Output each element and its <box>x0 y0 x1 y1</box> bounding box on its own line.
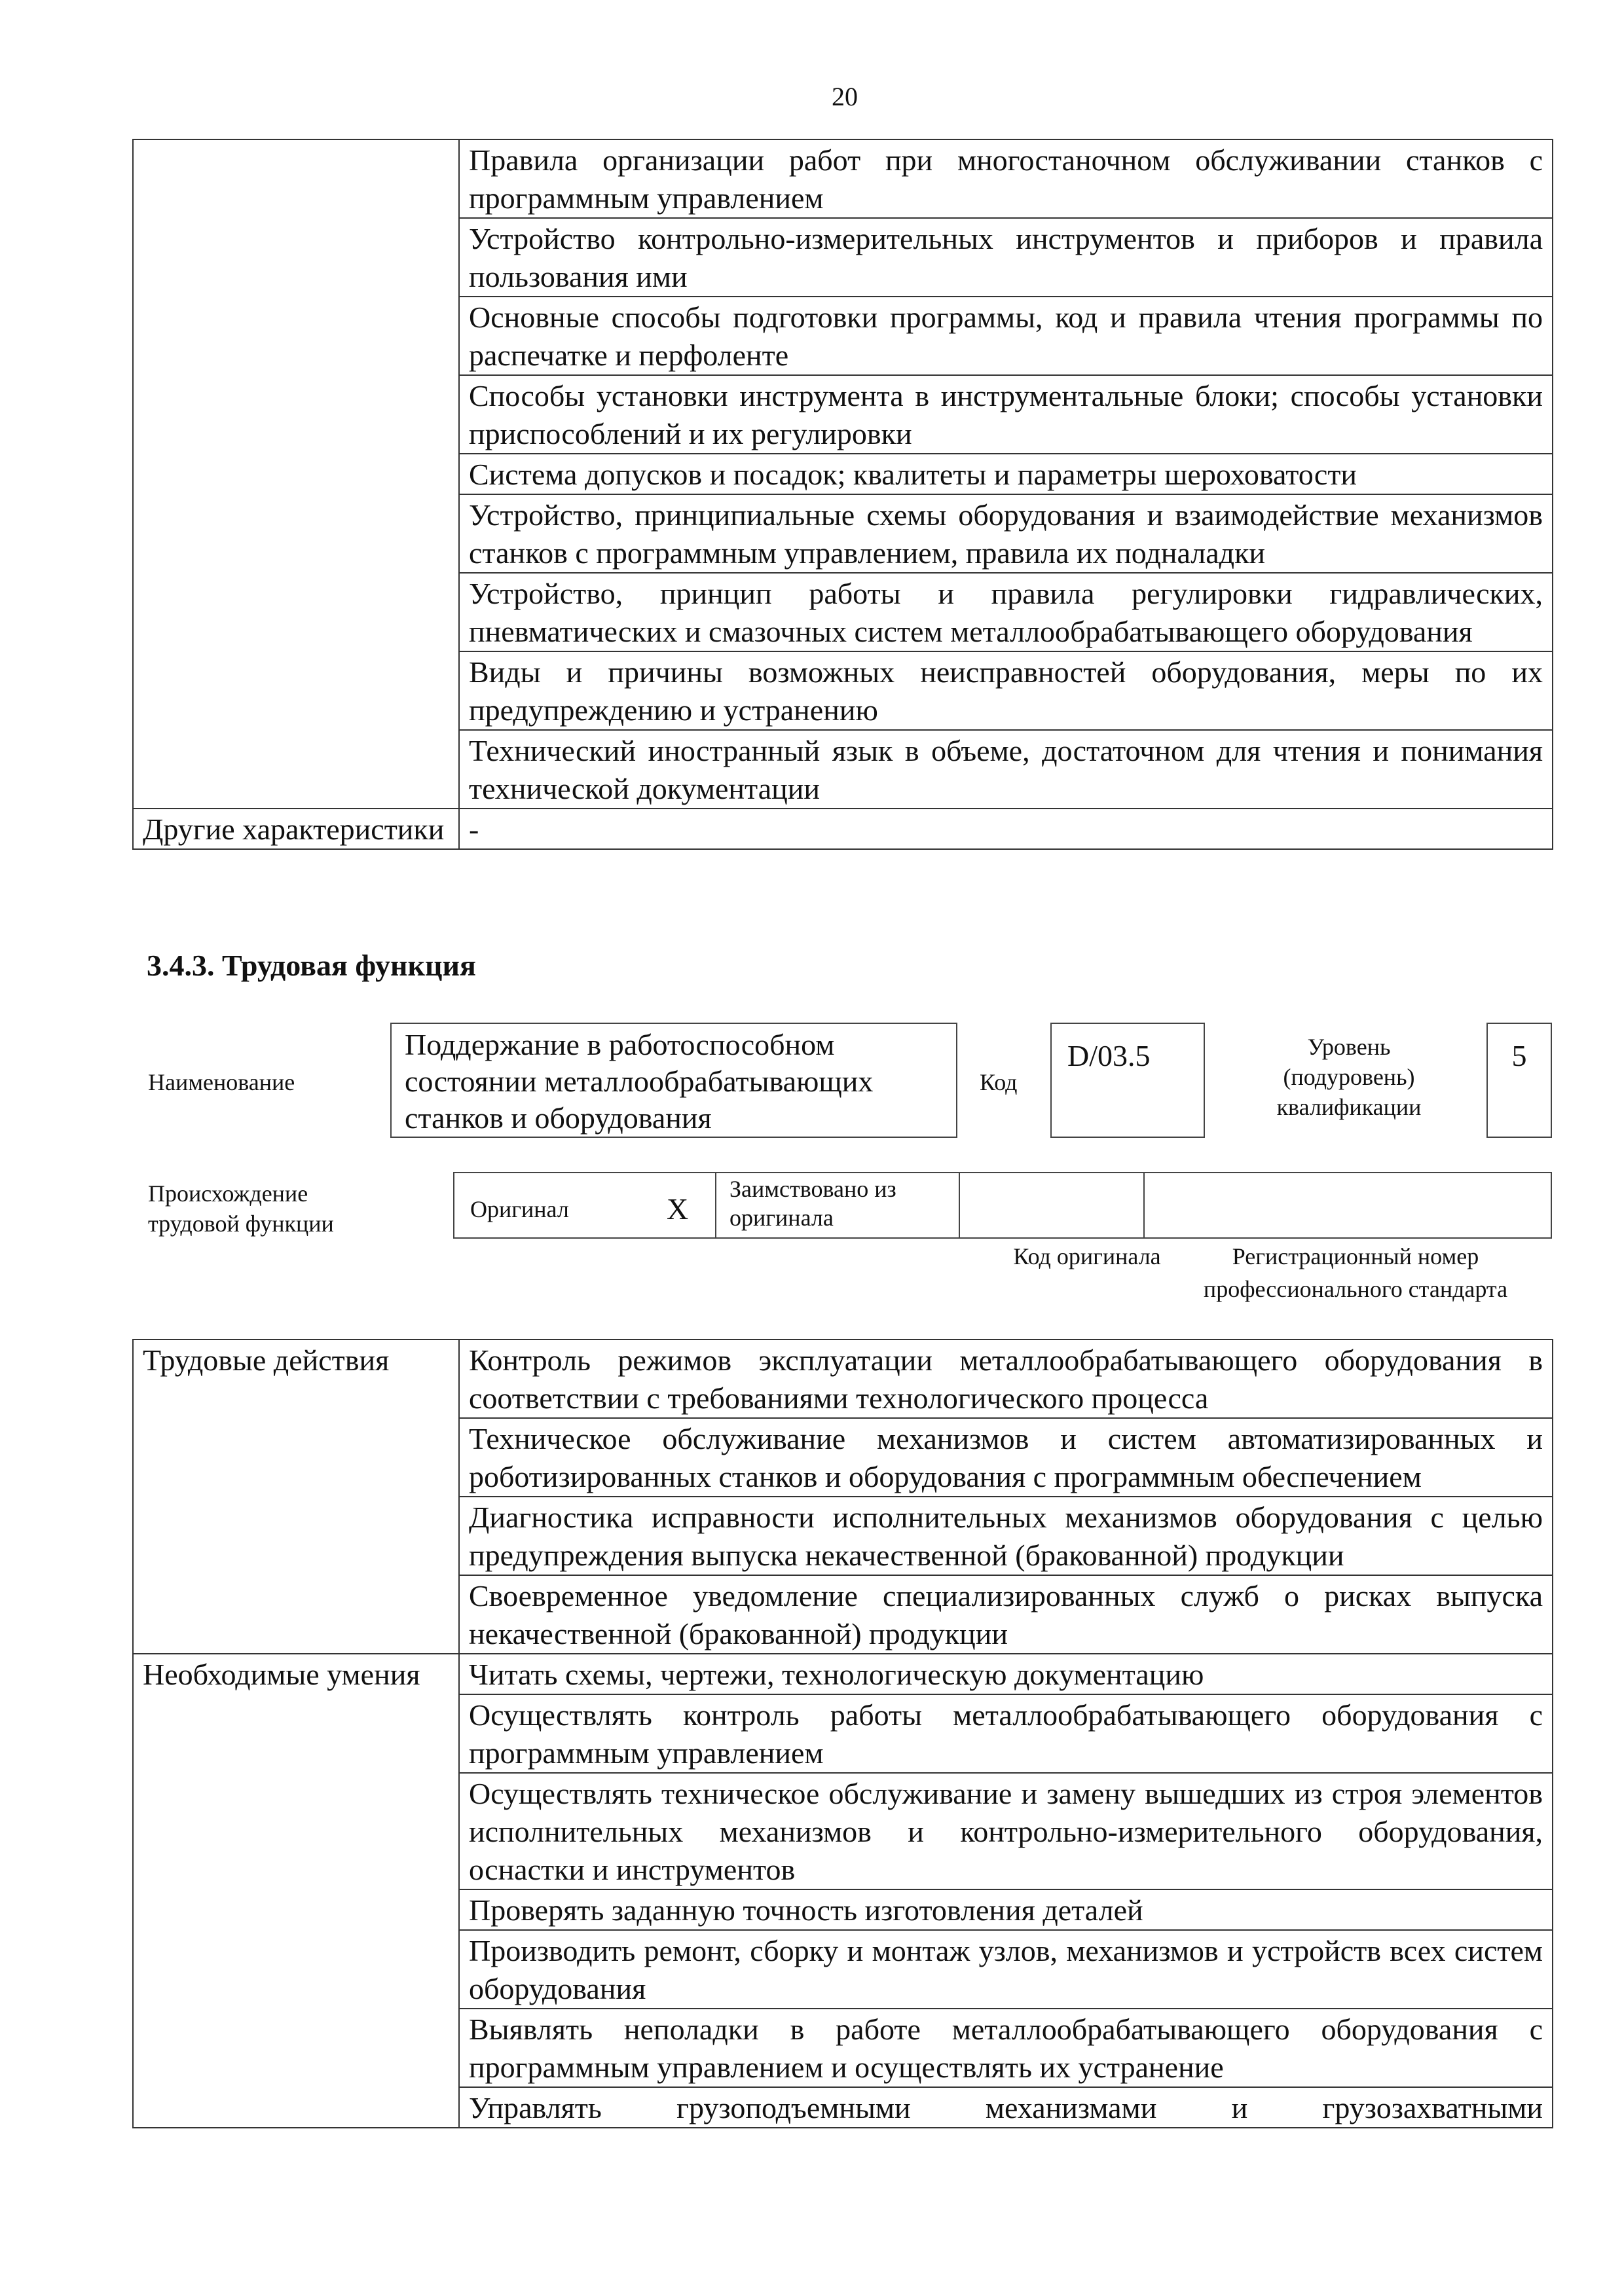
origin-divider <box>715 1173 716 1237</box>
level-label: Уровень (подуровень) квалификации <box>1276 1034 1422 1120</box>
skill-item: Проверять заданную точность изготовления деталей <box>459 1889 1553 1930</box>
knowledge-item: Устройство контрольно-измерительных инструментов и приборов и правила пользования ими <box>459 218 1553 297</box>
origin-label: Происхождение трудовой функции <box>148 1180 334 1237</box>
code-value-box: D/03.5 <box>1050 1023 1205 1138</box>
other-characteristics-value: - <box>459 809 1553 849</box>
skill-item: Управлять грузоподъемными механизмами и грузозахватными <box>459 2087 1553 2128</box>
name-label: Наименование <box>148 1069 295 1095</box>
skill-item: Осуществлять техническое обслуживание и замену вышедших из строя элементов исполнительных механизмов и контрольно-измерительного оборудования, оснастки и инструментов <box>459 1773 1553 1889</box>
knowledge-label-cell <box>133 139 459 809</box>
knowledge-item: Правила организации работ при многостаночном обслуживании станков с программным управлением <box>459 139 1553 218</box>
knowledge-item: Способы установки инструмента в инструментальные блоки; способы установки приспособлений и их регулировки <box>459 375 1553 454</box>
action-item: Диагностика исправности исполнительных механизмов оборудования с целью предупреждения выпуска некачественной (бракованной) продукции <box>459 1497 1553 1575</box>
knowledge-item: Устройство, принцип работы и правила регулировки гидравлических, пневматических и смазочных систем металлообрабатывающего оборудования <box>459 573 1553 651</box>
skill-item: Осуществлять контроль работы металлообрабатывающего оборудования с программным управлением <box>459 1694 1553 1773</box>
skill-item: Читать схемы, чертежи, технологическую документацию <box>459 1654 1553 1694</box>
origin-divider <box>959 1173 960 1237</box>
origin-box <box>453 1172 1552 1239</box>
function-table <box>132 1339 1553 2128</box>
function-name-box: Поддержание в работоспособном состоянии металлообрабатывающих станков и оборудования <box>390 1023 957 1138</box>
original-mark: X <box>667 1192 689 1226</box>
section-title: 3.4.3. Трудовая функция <box>147 949 476 982</box>
action-item: Своевременное уведомление специализированных служб о рисках выпуска некачественной (бракованной) продукции <box>459 1575 1553 1654</box>
knowledge-item: Система допусков и посадок; квалитеты и параметры шероховатости <box>459 454 1553 494</box>
original-label: Оригинал <box>470 1196 569 1222</box>
skills-label: Необходимые умения <box>133 1654 459 2128</box>
knowledge-table <box>132 139 1553 850</box>
skill-item: Производить ремонт, сборку и монтаж узлов, механизмов и устройств всех систем оборудования <box>459 1930 1553 2009</box>
other-characteristics-label: Другие характеристики <box>133 809 459 849</box>
code-original-caption: Код оригинала <box>1013 1243 1161 1269</box>
action-item: Техническое обслуживание механизмов и систем автоматизированных и роботизированных станков и оборудования с программным обеспечением <box>459 1418 1553 1497</box>
skill-item: Выявлять неполадки в работе металлообрабатывающего оборудования с программным управлением и осуществлять их устранение <box>459 2009 1553 2087</box>
page-number: 20 <box>832 82 858 111</box>
knowledge-item: Основные способы подготовки программы, код и правила чтения программы по распечатке и перфоленте <box>459 297 1553 375</box>
borrowed-label: Заимствовано из оригинала <box>729 1176 896 1231</box>
action-item: Контроль режимов эксплуатации металлообрабатывающего оборудования в соответствии с требованиями технологического процесса <box>459 1339 1553 1418</box>
actions-label: Трудовые действия <box>133 1339 459 1654</box>
knowledge-item: Устройство, принципиальные схемы оборудования и взаимодействие механизмов станков с программным управлением, правила их подналадки <box>459 494 1553 573</box>
level-value-box: 5 <box>1486 1023 1552 1138</box>
code-label: Код <box>980 1069 1018 1095</box>
knowledge-item: Технический иностранный язык в объеме, достаточном для чтения и понимания технической документации <box>459 730 1553 809</box>
origin-divider <box>1143 1173 1145 1237</box>
knowledge-item: Виды и причины возможных неисправностей оборудования, меры по их предупреждению и устранению <box>459 651 1553 730</box>
registration-number-caption: Регистрационный номер профессионального стандарта <box>1203 1243 1508 1302</box>
